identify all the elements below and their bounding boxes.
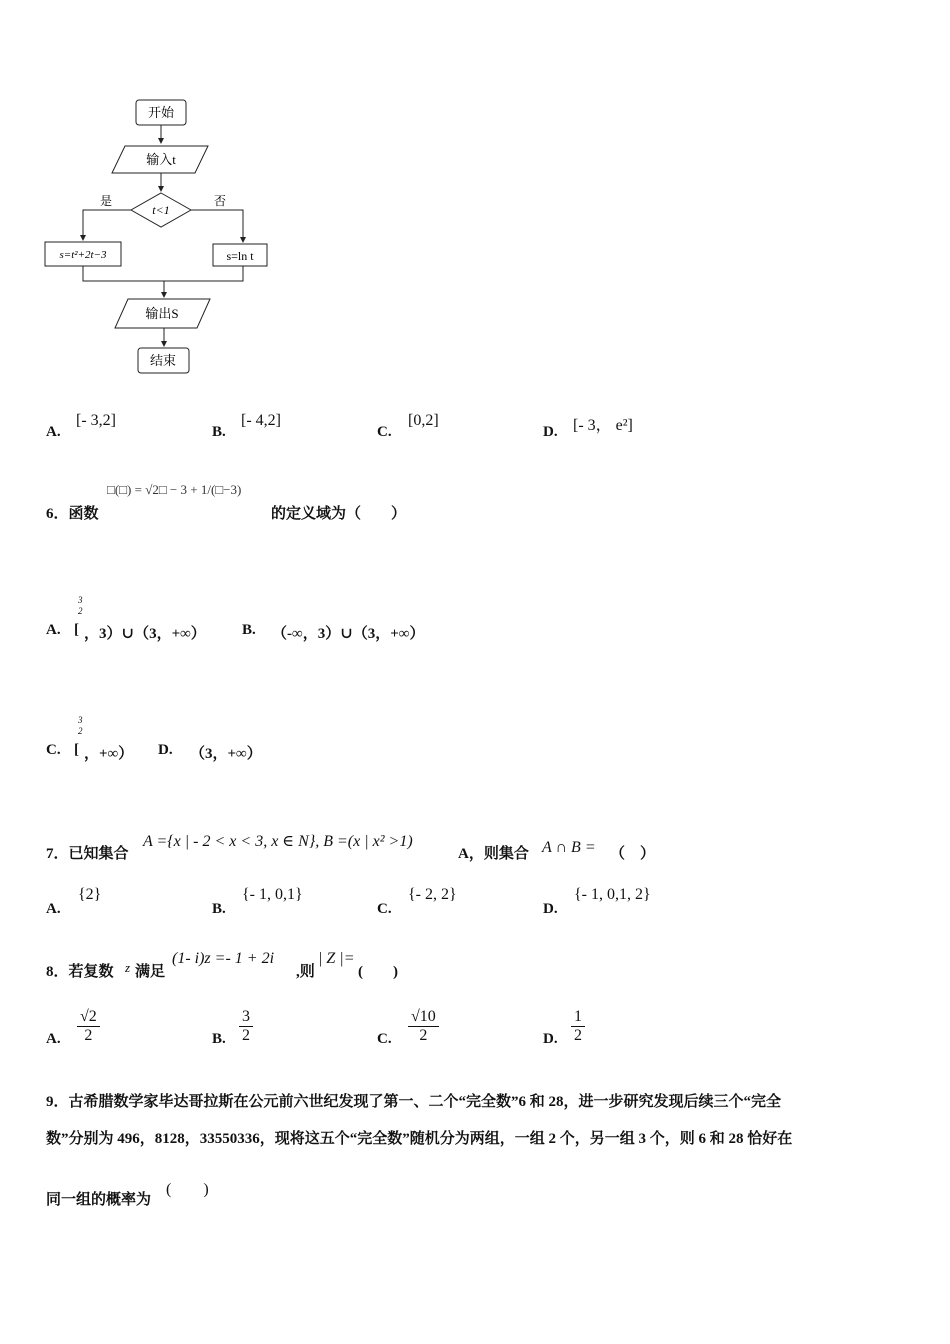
q7-opt-d-text: {- 1, 0,1, 2} (574, 886, 651, 903)
q7-opt-b-text: {- 1, 0,1} (242, 886, 303, 903)
flow-left-text: s=t²+2t−3 (59, 249, 107, 261)
q8-stem-prefix: 8．若复数 (46, 964, 114, 980)
q5-opt-b-text: [- 4,2] (241, 412, 281, 429)
q6-stem-suffix: 的定义域为（ ） (271, 506, 407, 522)
q5-opt-c-letter: C. (377, 424, 392, 440)
q6-opt-a-letter: A. (46, 622, 61, 638)
q8-opt-b-num: 3 (239, 1008, 253, 1027)
q9-line-3: 同一组的概率为 (46, 1192, 152, 1208)
q6-opt-c-text: ，+∞） (84, 746, 134, 762)
q8-formula: (1- i)z =- 1 + 2i (172, 950, 275, 967)
q7-formula: A ={x | - 2 < x < 3, x ∈ N}, B =(x | x² >1) (143, 833, 413, 850)
q8-formula2: | Z |= (318, 950, 355, 967)
flow-start-text: 开始 (147, 105, 175, 120)
q5-opt-a-letter: A. (46, 424, 61, 440)
q7-opt-c-letter: C. (377, 901, 392, 917)
q5-opt-d-text: [- 3， e²] (573, 417, 633, 434)
q6-opt-c-letter: C. (46, 742, 61, 758)
flowchart (30, 90, 290, 385)
q8-opt-d-den: 2 (574, 1027, 582, 1044)
q8-opt-a-den: 2 (84, 1027, 93, 1044)
q5-opt-a-text: [- 3,2] (76, 412, 116, 429)
q8-opt-b-letter: B. (212, 1031, 226, 1047)
q8-opt-c-letter: C. (377, 1031, 392, 1047)
q6-opt-b-letter: B. (242, 622, 256, 638)
q6-opt-c-bracket: [ (74, 742, 79, 758)
q7-opt-c-text: {- 2, 2} (408, 886, 457, 903)
q6-opt-c-frac-num: 3 (78, 715, 83, 725)
q9-line-1: 9．古希腊数学家毕达哥拉斯在公元前六世纪发现了第一、二个“完全数”6 和 28，进一步研究发现后续三个“完全 (46, 1094, 782, 1110)
q7-opt-a-text: {2} (78, 886, 102, 903)
q8-opt-a-frac (77, 1008, 100, 1045)
q8-opt-c-num: √10 (408, 1008, 439, 1027)
q5-opt-d-letter: D. (543, 424, 558, 440)
q7-opt-a-letter: A. (46, 901, 61, 917)
q8-opt-d-num: 1 (571, 1008, 585, 1027)
q8-opt-d-frac (571, 1008, 585, 1045)
q8-opt-c-frac (408, 1008, 439, 1045)
q9-line-2: 数”分别为 496，8128，33550336，现将这五个“完全数”随机分为两组，一组 2 个，另一组 3 个，则 6 和 28 恰好在 (46, 1131, 793, 1147)
q9-paren: ( ) (166, 1181, 209, 1198)
flow-no-label: 否 (213, 194, 227, 208)
q6-opt-a-frac (78, 595, 83, 617)
q6-opt-c-frac-den: 2 (78, 726, 83, 736)
q8-opt-a-letter: A. (46, 1031, 61, 1047)
q8-opt-d-letter: D. (543, 1031, 558, 1047)
q6-opt-c-frac (78, 715, 83, 737)
q6-stem-prefix: 6．函数 (46, 506, 99, 522)
q8-stem-mid: 满足 (135, 964, 166, 980)
q6-opt-a-frac-num: 3 (78, 595, 83, 605)
q8-opt-a-num: √2 (77, 1008, 100, 1027)
q6-opt-a-text: ，3）∪（3，+∞） (84, 626, 206, 642)
q8-stem-end: ( ) (358, 964, 398, 980)
q7-opt-d-letter: D. (543, 901, 558, 917)
flow-right-text: s=ln t (226, 249, 254, 263)
q5-opt-b-letter: B. (212, 424, 226, 440)
flow-input-text: 输入t (146, 152, 176, 167)
q7-stem-suffix: A，则集合 (458, 846, 529, 862)
q8-var: z (125, 960, 131, 975)
q6-opt-a-bracket: [ (74, 622, 79, 638)
q6-opt-d-letter: D. (158, 742, 173, 758)
q7-stem-prefix: 7．已知集合 (46, 846, 129, 862)
flow-end-text: 结束 (149, 353, 177, 368)
q8-opt-c-den: 2 (419, 1027, 428, 1044)
flow-decision-text: t<1 (152, 203, 170, 217)
flow-yes-label: 是 (99, 194, 113, 208)
q6-opt-a-frac-den: 2 (78, 606, 83, 616)
q8-opt-b-frac (239, 1008, 253, 1045)
q7-opt-b-letter: B. (212, 901, 226, 917)
q5-opt-c-text: [0,2] (408, 412, 439, 429)
q6-formula: □(□) = √2□ − 3 + 1/(□−3) (107, 482, 242, 497)
q6-opt-b-text: （-∞，3）∪（3，+∞） (272, 626, 425, 642)
q7-formula2: A ∩ B = (542, 839, 596, 856)
flow-output-text: 输出S (145, 306, 179, 321)
q7-stem-end: （ ） (610, 846, 656, 862)
q8-stem-mid2: ,则 (296, 964, 315, 980)
q8-opt-b-den: 2 (242, 1027, 250, 1044)
q6-opt-d-text: （3，+∞） (190, 746, 262, 762)
